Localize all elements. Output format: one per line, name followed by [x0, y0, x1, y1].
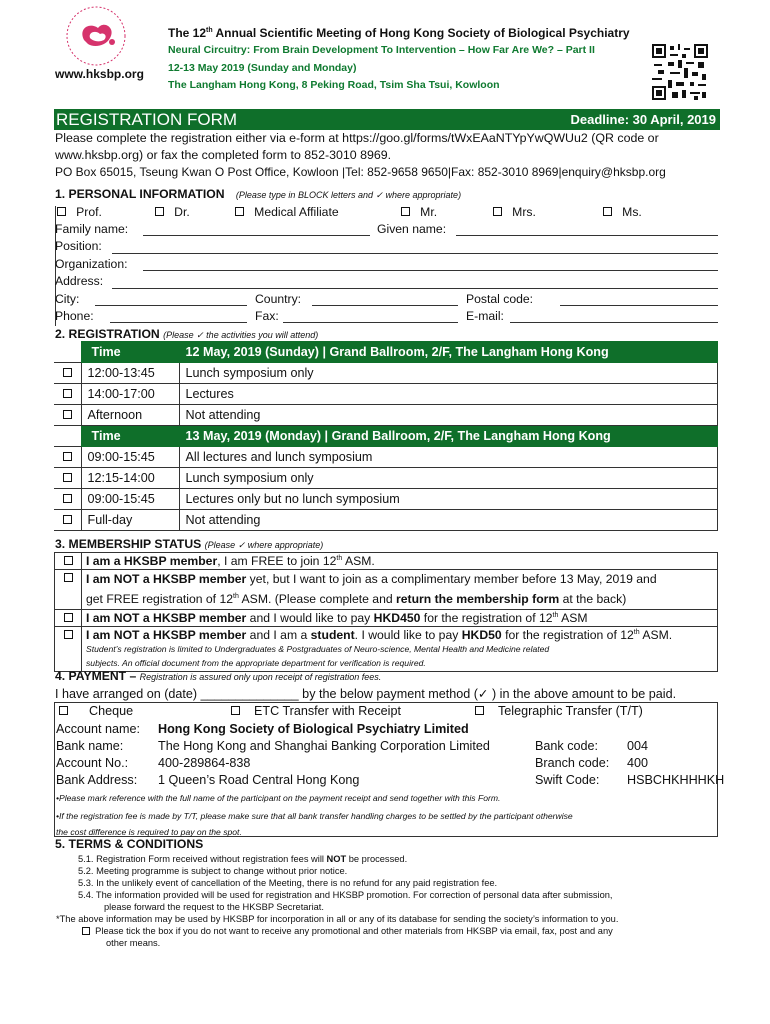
table-row: I am NOT a HKSBP member yet, but I want to join as a complimentary member before 13 May, 2019 and get FREE registration of 12th ASM. (Please complete and return the membership form at the back)	[55, 570, 718, 610]
branch-code: 400	[627, 756, 649, 770]
email-field[interactable]	[510, 322, 718, 323]
family-name-field[interactable]	[143, 235, 370, 236]
position-field[interactable]	[112, 253, 718, 254]
position-label: Position:	[55, 239, 102, 253]
title-prof[interactable]: Prof.	[57, 204, 102, 221]
term-privacy: *The above information may be used by HKSBP for incorporation in all or any of its database for sending the society’s information to you.	[56, 914, 619, 924]
bank-name-label: Bank name:	[56, 739, 124, 753]
organization-label: Organization:	[55, 257, 128, 271]
bank-name: The Hong Kong and Shanghai Banking Corporation Limited	[158, 739, 490, 753]
table-row: 14:00-17:00 Lectures	[54, 384, 718, 405]
swift-code: HSBCHKHHHKH	[627, 773, 725, 787]
table-row: I am NOT a HKSBP member and I would like to pay HKD450 for the registration of 12th ASM	[55, 610, 718, 627]
society-logo	[60, 4, 132, 68]
time-header: Time	[81, 342, 179, 363]
address-label: Address:	[55, 274, 104, 288]
postal-code-label: Postal code:	[466, 292, 534, 306]
branch-code-label: Branch code:	[535, 756, 610, 770]
deadline: Deadline: 30 April, 2019	[570, 112, 716, 127]
membership-table	[54, 552, 718, 672]
checkbox[interactable]	[63, 494, 72, 503]
student-checkbox[interactable]	[64, 630, 73, 639]
address-field[interactable]	[112, 288, 718, 289]
given-name-field[interactable]	[456, 235, 718, 236]
city-field[interactable]	[95, 305, 247, 306]
registration-table	[54, 341, 718, 531]
checkbox[interactable]	[63, 410, 72, 419]
student-note: Student’s registration is limited to Undergraduates & Postgraduates of Neuro-science, Mental Health and Medicine related subjects. An official document from the appropriate department for verification is required.	[86, 644, 550, 669]
payment-arrangement: I have arranged on (date) ______________ by the below payment method (✓ ) in the above amount to be paid.	[55, 687, 677, 701]
website-url[interactable]: www.hksbp.org	[55, 67, 144, 81]
email-label: E-mail:	[466, 309, 504, 323]
payment-heading: 4. PAYMENT – Registration is assured only upon receipt of registration fees.	[55, 669, 382, 683]
member-checkbox[interactable]	[64, 556, 73, 565]
given-name-label: Given name:	[377, 222, 447, 236]
organization-field[interactable]	[143, 270, 718, 271]
title-mr[interactable]: Mr.	[401, 204, 437, 221]
table-row: I am NOT a HKSBP member and I am a student. I would like to pay HKD50 for the registration of 12th ASM. Student’s registration is limited to Undergraduates & Postgraduates of Neuro-science, Mental Health and Medicine related subjects. An official document from the appropriate department for verification is required.	[55, 627, 718, 672]
payment-note-3: the cost difference is required to pay on the spot.	[56, 827, 242, 837]
day1-title: 12 May, 2019 (Sunday) | Grand Ballroom, 2/F, The Langham Hong Kong	[179, 342, 718, 363]
day1-header	[54, 342, 718, 363]
table-row: 12:15-14:00 Lunch symposium only	[54, 468, 718, 489]
opt-out-line-cont: other means.	[106, 938, 161, 948]
meeting-dates: 12-13 May 2019 (Sunday and Monday)	[168, 62, 357, 74]
account-name-label: Account name:	[56, 722, 141, 736]
title-ms[interactable]: Ms.	[603, 204, 642, 221]
family-name-label: Family name:	[55, 222, 129, 236]
account-no-label: Account No.:	[56, 756, 129, 770]
postal-code-field[interactable]	[560, 305, 718, 306]
time-header: Time	[81, 426, 179, 447]
method-etc[interactable]: ETC Transfer with Receipt	[231, 703, 401, 720]
account-no: 400-289864-838	[158, 756, 251, 770]
phone-field[interactable]	[110, 322, 247, 323]
term-5-2: 5.2. Meeting programme is subject to change without prior notice.	[78, 866, 348, 876]
opt-out-checkbox[interactable]	[82, 927, 90, 935]
method-cheque[interactable]: Cheque	[59, 703, 133, 720]
title-mrs[interactable]: Mrs.	[493, 204, 536, 221]
table-row: I am a HKSBP member, I am FREE to join 12th ASM.	[55, 553, 718, 570]
country-field[interactable]	[312, 305, 458, 306]
meeting-venue: The Langham Hong Kong, 8 Peking Road, Tsim Sha Tsui, Kowloon	[168, 79, 500, 91]
bank-address-label: Bank Address:	[56, 773, 138, 787]
fax-label: Fax:	[255, 309, 279, 323]
table-row: 09:00-15:45 Lectures only but no lunch symposium	[54, 489, 718, 510]
bank-address: 1 Queen’s Road Central Hong Kong	[158, 773, 360, 787]
payment-date-field[interactable]: ______________	[200, 687, 299, 701]
title-options	[57, 204, 717, 221]
table-row: Full-day Not attending	[54, 510, 718, 531]
title-dr[interactable]: Dr.	[155, 204, 190, 221]
membership-heading: 3. MEMBERSHIP STATUS (Please ✓ where appropriate)	[55, 537, 324, 551]
meeting-subtitle: Neural Circuitry: From Brain Development To Intervention – How Far Are We? – Part II	[168, 44, 595, 56]
qr-code-icon[interactable]	[652, 44, 708, 100]
personal-heading: 1. PERSONAL INFORMATION (Please type in BLOCK letters and ✓ where appropriate)	[55, 187, 462, 201]
payment-box	[54, 702, 725, 837]
intro-line-1: Please complete the registration either via e-form at https://goo.gl/forms/tWxEAaNTYpYwQWUu2 (QR code or	[55, 131, 659, 145]
contact-line: PO Box 65015, Tseung Kwan O Post Office, Kowloon |Tel: 852-9658 9650|Fax: 852-3010 8969|enquiry@hksbp.org	[55, 165, 666, 179]
title-medical-affiliate[interactable]: Medical Affiliate	[235, 204, 339, 221]
term-5-4: 5.4. The information provided will be used for registration and HKSBP promotion. For correction of personal data after submission,	[78, 890, 613, 900]
country-label: Country:	[255, 292, 302, 306]
day2-header	[54, 426, 718, 447]
checkbox[interactable]	[63, 368, 72, 377]
swift-code-label: Swift Code:	[535, 773, 600, 787]
meeting-title: The 12th Annual Scientific Meeting of Hong Kong Society of Biological Psychiatry	[168, 26, 630, 40]
payment-note-1: •Please mark reference with the full name of the participant on the payment receipt and send together with this Form.	[56, 793, 501, 803]
term-5-4-cont: please forward the request to the HKSBP Secretariat.	[104, 902, 324, 912]
payment-note-2: •If the registration fee is made by T/T, please make sure that all bank transfer handling charges to be settled by the participant otherwise	[56, 811, 573, 821]
bank-code-label: Bank code:	[535, 739, 599, 753]
bank-code: 004	[627, 739, 649, 753]
account-name: Hong Kong Society of Biological Psychiatry Limited	[158, 722, 469, 736]
method-tt[interactable]: Telegraphic Transfer (T/T)	[475, 703, 643, 720]
registration-heading: 2. REGISTRATION (Please ✓ the activities you will attend)	[55, 327, 319, 341]
checkbox[interactable]	[63, 515, 72, 524]
terms-heading: 5. TERMS & CONDITIONS	[55, 837, 204, 851]
phone-label: Phone:	[55, 309, 94, 323]
checkbox[interactable]	[63, 389, 72, 398]
intro-line-2: www.hksbp.org) or fax the completed form to 852-3010 8969.	[55, 148, 392, 162]
checkbox[interactable]	[63, 452, 72, 461]
opt-out-line: Please tick the box if you do not want to receive any promotional and other materials from HKSBP via email, fax, post and any	[82, 925, 613, 938]
fax-field[interactable]	[283, 322, 458, 323]
day2-title: 13 May, 2019 (Monday) | Grand Ballroom, 2/F, The Langham Hong Kong	[179, 426, 718, 447]
city-label: City:	[55, 292, 80, 306]
term-5-3: 5.3. In the unlikely event of cancellation of the Meeting, there is no refund for any paid registration fee.	[78, 878, 498, 888]
complimentary-member-checkbox[interactable]	[64, 573, 73, 582]
non-member-checkbox[interactable]	[64, 613, 73, 622]
table-row: 09:00-15:45 All lectures and lunch symposium	[54, 447, 718, 468]
registration-banner	[54, 109, 720, 130]
checkbox[interactable]	[63, 473, 72, 482]
term-5-1: 5.1. Registration Form received without registration fees will NOT be processed.	[78, 854, 408, 864]
table-row: Afternoon Not attending	[54, 405, 718, 426]
form-title: REGISTRATION FORM	[56, 110, 238, 129]
table-row: 12:00-13:45 Lunch symposium only	[54, 363, 718, 384]
